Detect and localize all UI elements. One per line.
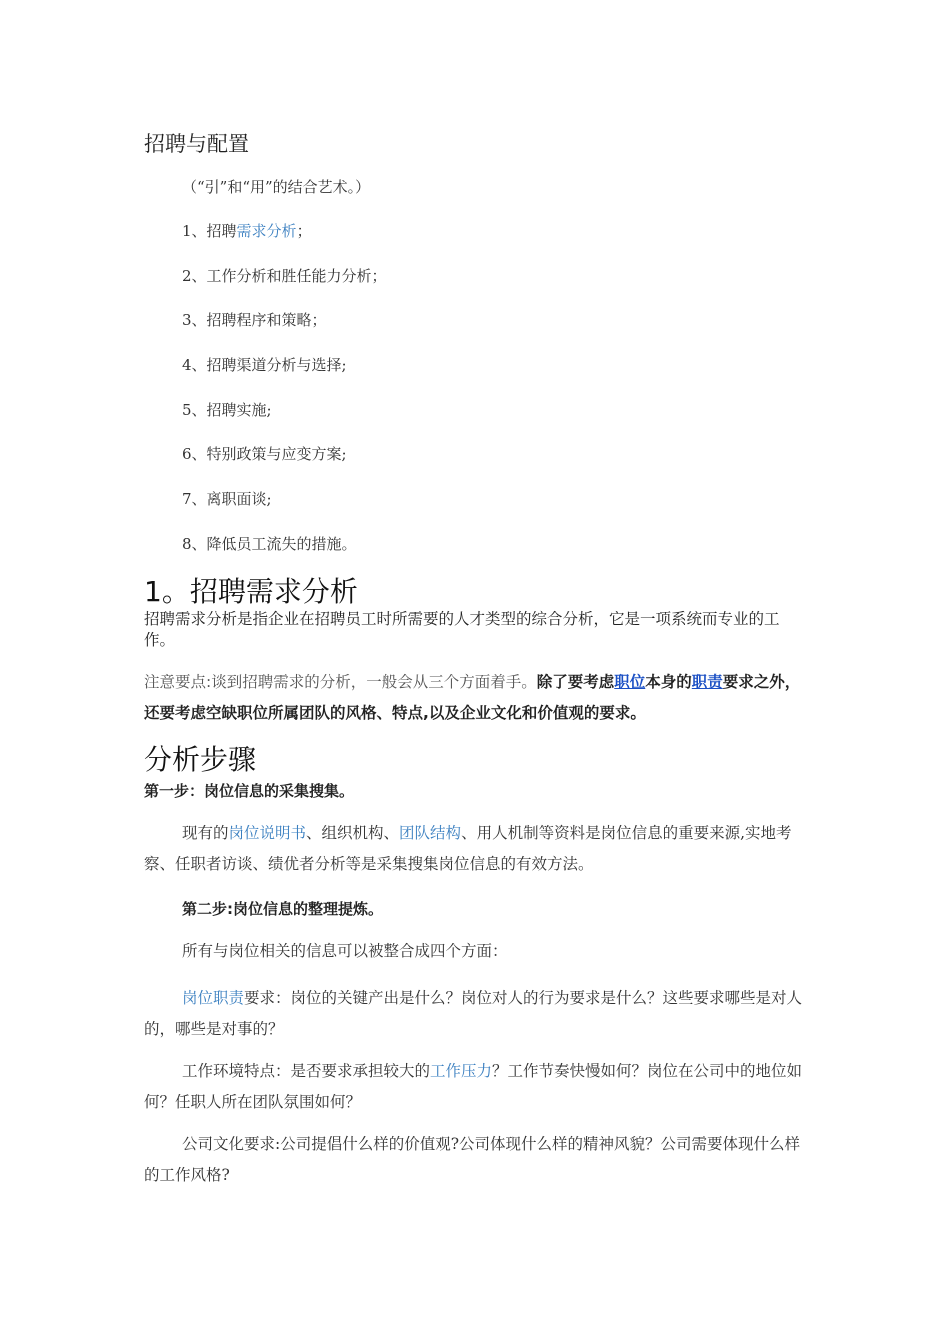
list-item-1 xyxy=(182,220,312,241)
list-item-3: 3、招聘程序和策略； xyxy=(182,311,327,329)
list-item-1-prefix: 1、招聘 xyxy=(182,222,237,240)
list-item-5: 5、招聘实施; xyxy=(182,401,272,419)
position-link[interactable]: 职位 xyxy=(614,673,646,691)
doc-title: 招聘与配置 xyxy=(144,132,249,156)
list-item-2: 2、工作分析和胜任能力分析； xyxy=(182,267,387,285)
work-environment-paragraph xyxy=(144,1056,809,1118)
list-item-7: 7、离职面谈; xyxy=(182,490,272,508)
list-item-4: 4、招聘渠道分析与选择; xyxy=(182,356,347,374)
work-pressure-link[interactable]: 工作压力 xyxy=(430,1062,493,1080)
p1-c: 、用人机制等资料是岗位信息的重要来源,实地考察、任职者访谈、绩优者分析等是采集搜集岗位信息的有效方法。 xyxy=(144,824,792,873)
p3-text: 要求：岗位的关键产出是什么？岗位对人的行为要求是什么？这些要求哪些是对人的，哪些是对事的？ xyxy=(144,989,803,1038)
demand-analysis-link[interactable]: 需求分析 xyxy=(236,222,297,240)
doc-subtitle: （“引”和“用”的结合艺术。） xyxy=(182,178,371,196)
note-bold-3: 要求之外，还要考虑空缺职位所属团队的风格、特点,以及企业文化和价值观的要求。 xyxy=(144,673,801,722)
section2-heading: 分析步骤 xyxy=(144,743,257,776)
step1-heading: 第一步：岗位信息的采集搜集。 xyxy=(144,782,355,800)
note-bold-2: 本身的 xyxy=(645,673,692,691)
section1-definition: 招聘需求分析是指企业在招聘员工时所需要的人才类型的综合分析，它是一项系统而专业的工作。 xyxy=(144,610,780,649)
team-structure-link[interactable]: 团队结构 xyxy=(399,824,462,842)
p4-b: ？工作节奏快慢如何？岗位在公司中的地位如何？任职人所在团队氛围如何？ xyxy=(144,1062,803,1111)
company-culture-paragraph: 公司文化要求:公司提倡什么样的价值观?公司体现什么样的精神风貌？公司需要体现什么样的工作风格? xyxy=(144,1135,801,1184)
list-item-8: 8、降低员工流失的措施。 xyxy=(182,535,357,553)
job-duty-link[interactable]: 岗位职责 xyxy=(182,989,245,1007)
section1-note xyxy=(144,667,809,729)
duty-link[interactable]: 职责 xyxy=(691,673,723,691)
p1-b: 、组织机构、 xyxy=(306,824,400,842)
section1-heading: 1。招聘需求分析 xyxy=(144,575,358,608)
job-duty-paragraph xyxy=(144,983,809,1045)
p1-a: 现有的 xyxy=(182,824,229,842)
p4-a: 工作环境特点：是否要求承担较大的 xyxy=(182,1062,431,1080)
step2-intro: 所有与岗位相关的信息可以被整合成四个方面： xyxy=(182,942,508,960)
job-description-link[interactable]: 岗位说明书 xyxy=(228,824,307,842)
step1-paragraph xyxy=(144,818,809,880)
list-item-1-suffix: ； xyxy=(296,222,312,240)
list-item-6: 6、特别政策与应变方案; xyxy=(182,445,347,463)
step2-heading: 第二步:岗位信息的整理提炼。 xyxy=(182,900,383,918)
note-label: 注意要点:谈到招聘需求的分析，一般会从三个方面着手。 xyxy=(144,673,537,691)
note-bold-1: 除了要考虑 xyxy=(536,673,615,691)
